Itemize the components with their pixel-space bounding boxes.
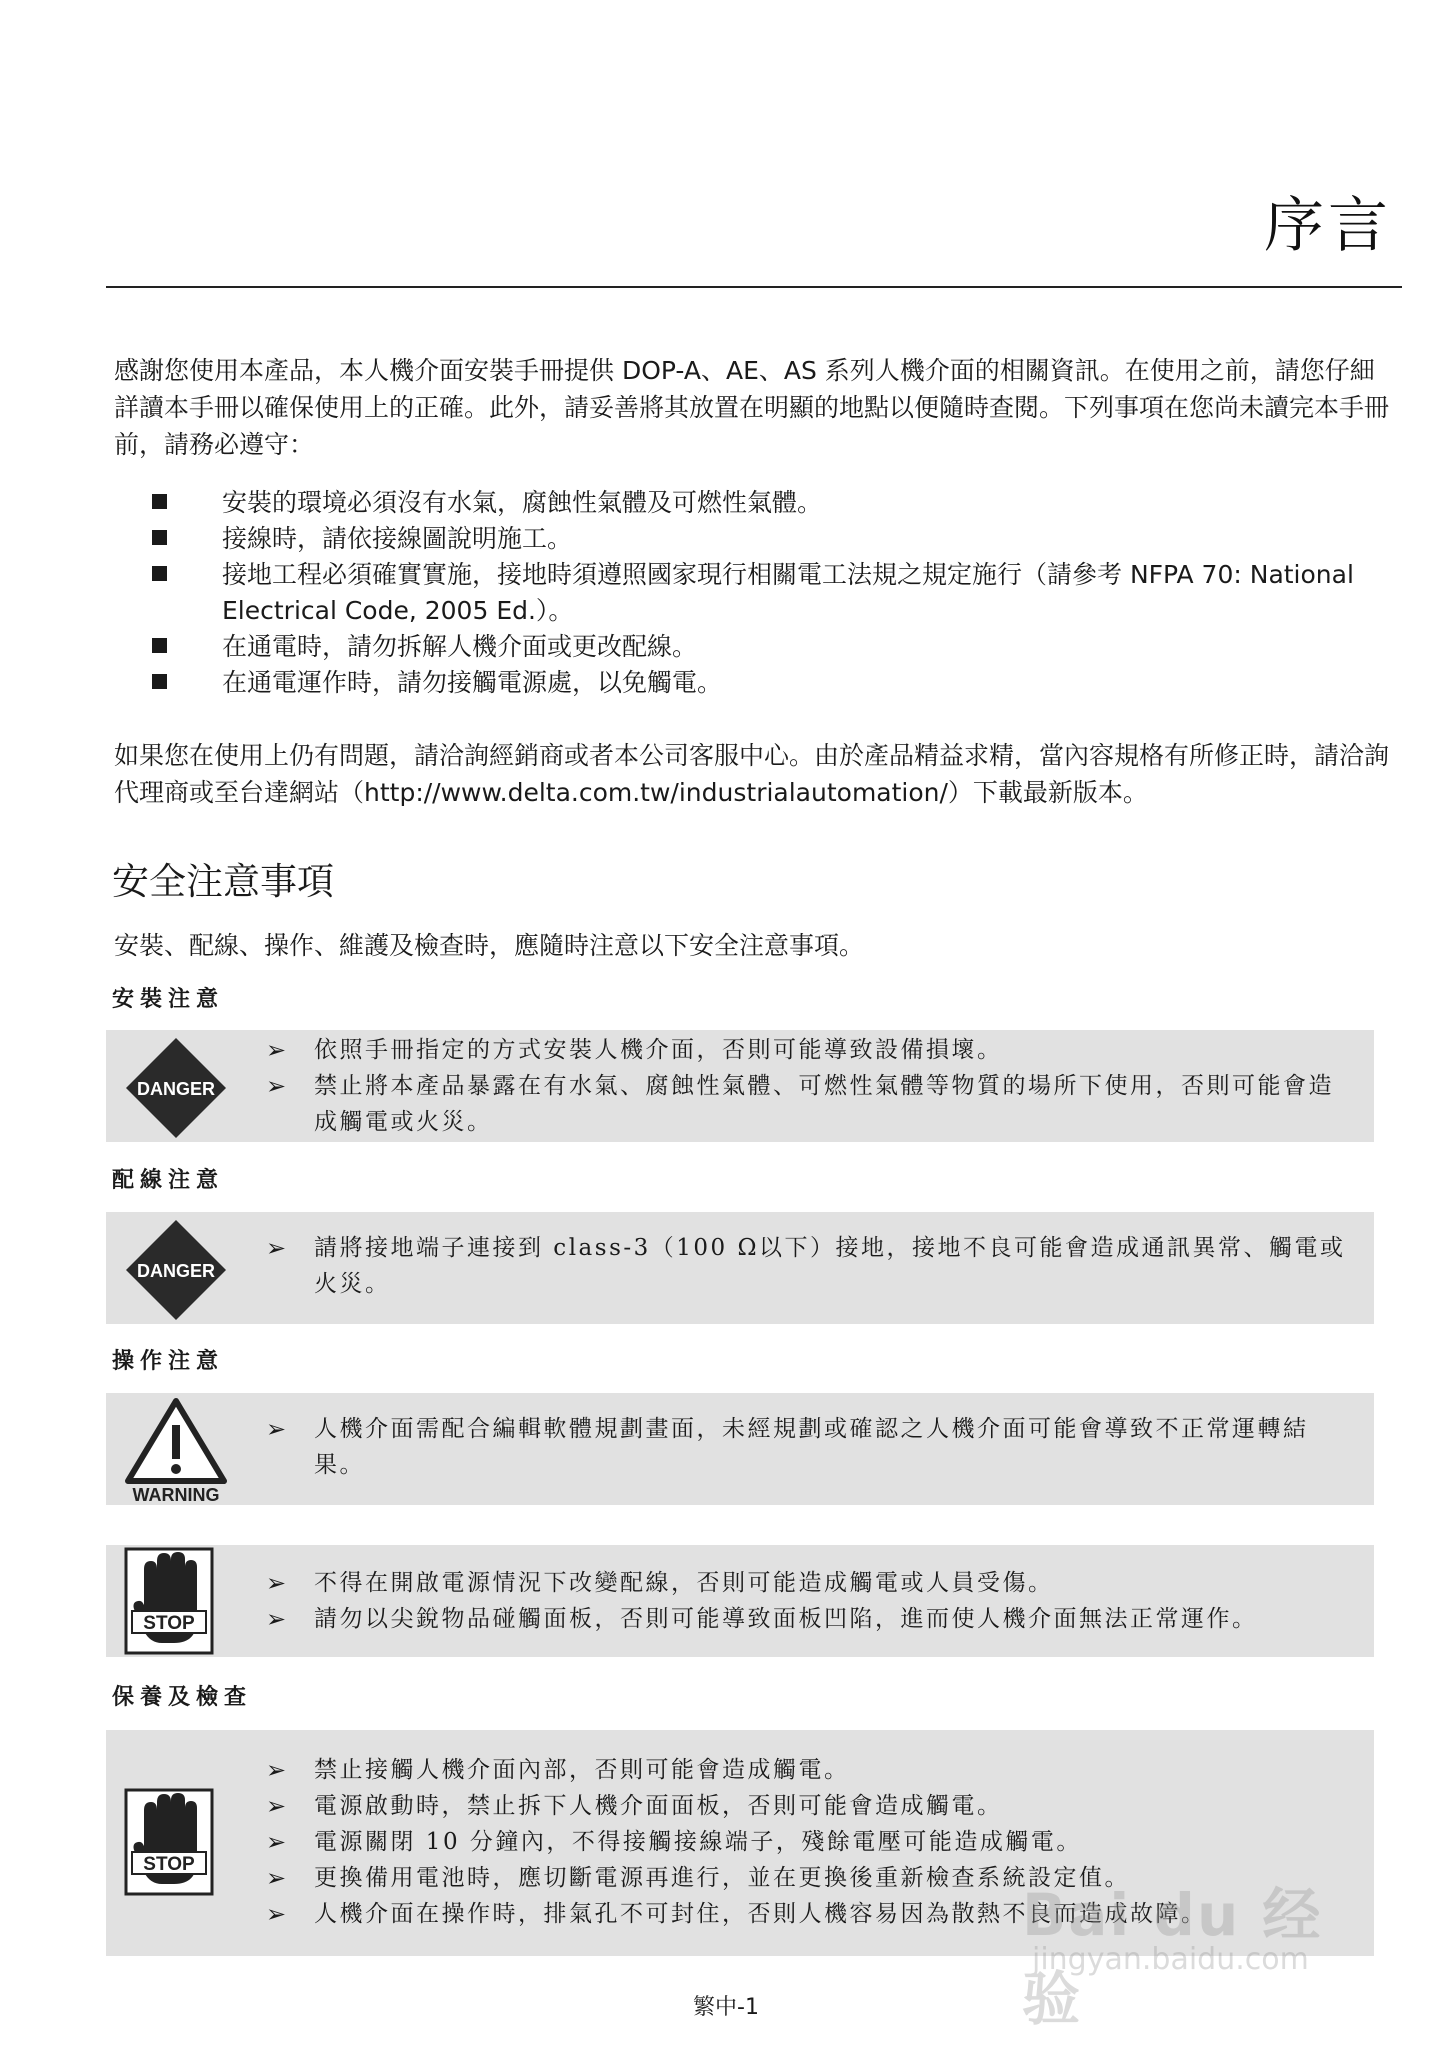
list-item	[114, 629, 1404, 665]
danger-label: DANGER	[136, 1261, 216, 1281]
arrow-bullet-icon: ➢	[266, 1792, 287, 1820]
installation-notice-heading: 安裝注意	[112, 986, 225, 1012]
wiring-notice-list	[266, 1230, 1356, 1302]
square-bullet-icon	[152, 566, 167, 581]
arrow-bullet-icon: ➢	[266, 1234, 287, 1262]
list-item	[114, 665, 1404, 701]
list-item-text: 安裝的環境必須沒有水氣，腐蝕性氣體及可燃性氣體。	[222, 488, 823, 517]
wiring-notice-box	[106, 1212, 1374, 1324]
wiring-notice-heading: 配線注意	[112, 1167, 225, 1193]
installation-notice-box	[106, 1030, 1374, 1142]
list-item	[114, 485, 1404, 521]
danger-label: DANGER	[136, 1079, 216, 1099]
list-item	[266, 1032, 1356, 1068]
list-item	[114, 557, 1404, 629]
stop-label: STOP	[143, 1854, 195, 1875]
square-bullet-icon	[152, 494, 167, 509]
list-item-text: 請將接地端子連接到 class-3（100 Ω以下）接地，接地不良可能會造成通訊異常、觸電或火災。	[314, 1235, 1346, 1297]
list-item-text: 請勿以尖銳物品碰觸面板，否則可能導致面板凹陷，進而使人機介面無法正常運作。	[314, 1606, 1258, 1632]
list-item-text: 在通電時，請勿拆解人機介面或更改配線。	[222, 632, 698, 661]
danger-icon	[124, 1036, 228, 1140]
intro-paragraph: 感謝您使用本產品，本人機介面安裝手冊提供 DOP-A、AE、AS 系列人機介面的相關資訊。在使用之前，請您仔細詳讀本手冊以確保使用上的正確。此外，請妥善將其放置在明顯的地點以便隨時查閱。下列事項在您尚未讀完本手冊前，請務必遵守：	[114, 356, 1390, 459]
list-item-text: 不得在開啟電源情況下改變配線，否則可能造成觸電或人員受傷。	[314, 1570, 1054, 1596]
requirements-list	[114, 485, 1404, 701]
arrow-bullet-icon: ➢	[266, 1415, 287, 1443]
list-item-text: 在通電運作時，請勿接觸電源處，以免觸電。	[222, 668, 723, 697]
list-item-text: 依照手冊指定的方式安裝人機介面，否則可能導致設備損壞。	[314, 1037, 1003, 1063]
watermark-url: jingyan.baidu.com	[1032, 1942, 1309, 1977]
list-item-text: 禁止將本產品暴露在有水氣、腐蝕性氣體、可燃性氣體等物質的場所下使用，否則可能會造成觸電或火災。	[314, 1073, 1334, 1135]
operation-stop-notice-list	[266, 1565, 1356, 1637]
arrow-bullet-icon: ➢	[266, 1072, 287, 1100]
list-item-text: 電源啟動時，禁止拆下人機介面面板，否則可能會造成觸電。	[314, 1793, 1003, 1819]
list-item	[266, 1601, 1356, 1637]
list-item	[266, 1068, 1356, 1140]
operation-notice-box	[106, 1393, 1374, 1505]
list-item-text: 禁止接觸人機介面內部，否則可能會造成觸電。	[314, 1757, 850, 1783]
operation-notice-list	[266, 1411, 1356, 1483]
arrow-bullet-icon: ➢	[266, 1605, 287, 1633]
list-item	[266, 1824, 1356, 1860]
operation-stop-notice-box	[106, 1545, 1374, 1657]
arrow-bullet-icon: ➢	[266, 1900, 287, 1928]
arrow-bullet-icon: ➢	[266, 1828, 287, 1856]
arrow-bullet-icon: ➢	[266, 1569, 287, 1597]
list-item	[266, 1230, 1356, 1302]
support-paragraph: 如果您在使用上仍有問題，請洽詢經銷商或者本公司客服中心。由於產品精益求精，當內容規格有所修正時，請洽詢代理商或至台達網站（http://www.delta.com.tw/industrialautomation/）下載最新版本。	[114, 741, 1390, 807]
operation-notice-heading: 操作注意	[112, 1348, 225, 1374]
list-item-text: 人機介面需配合編輯軟體規劃畫面，未經規劃或確認之人機介面可能會導致不正常運轉結果。	[314, 1416, 1309, 1478]
arrow-bullet-icon: ➢	[266, 1864, 287, 1892]
square-bullet-icon	[152, 674, 167, 689]
arrow-bullet-icon: ➢	[266, 1036, 287, 1064]
list-item-text: 電源關閉 10 分鐘內，不得接觸接線端子，殘餘電壓可能造成觸電。	[314, 1829, 1082, 1855]
list-item	[114, 521, 1404, 557]
page-number: 繁中-1	[693, 1995, 759, 2020]
watermark-brand: Bai du 经验	[1022, 1881, 1323, 2033]
square-bullet-icon	[152, 638, 167, 653]
title-divider	[106, 286, 1402, 288]
baidu-watermark	[1022, 1868, 1362, 2033]
list-item	[266, 1788, 1356, 1824]
section-heading: 安全注意事項	[112, 860, 334, 903]
arrow-bullet-icon: ➢	[266, 1756, 287, 1784]
list-item	[266, 1411, 1356, 1483]
list-item	[266, 1752, 1356, 1788]
list-item-text: 人機介面在操作時，排氣孔不可封住，否則人機容易因為散熱不良而造成故障。	[314, 1901, 1207, 1927]
installation-notice-list	[266, 1032, 1356, 1140]
stop-hand-icon	[124, 1788, 214, 1896]
list-item-text: 更換備用電池時，應切斷電源再進行，並在更換後重新檢查系統設定值。	[314, 1865, 1130, 1891]
list-item	[266, 1565, 1356, 1601]
list-item-text: 接地工程必須確實實施，接地時須遵照國家現行相關電工法規之規定施行（請參考 NFPA 70: National Electrical Code, 2005 Ed.）。	[222, 560, 1354, 625]
list-item-text: 接線時，請依接線圖說明施工。	[222, 524, 573, 553]
section-intro: 安裝、配線、操作、維護及檢查時，應隨時注意以下安全注意事項。	[114, 931, 865, 960]
stop-hand-icon	[124, 1547, 214, 1655]
page-title: 序言	[1264, 191, 1392, 261]
stop-label: STOP	[143, 1613, 195, 1634]
warning-icon	[124, 1397, 228, 1505]
square-bullet-icon	[152, 530, 167, 545]
maintenance-notice-heading: 保養及檢查	[112, 1684, 253, 1710]
danger-icon	[124, 1218, 228, 1322]
warning-label: WARNING	[132, 1485, 220, 1505]
